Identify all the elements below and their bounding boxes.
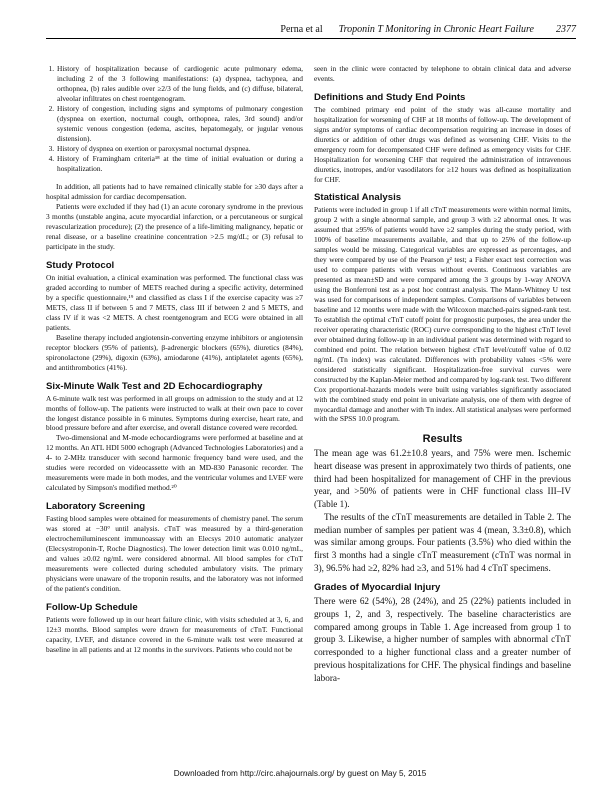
paragraph: On initial evaluation, a clinical examination was performed. The functional class was graded according to number of METS reached during a specific activity, determined by a specific questionnaire,¹⁹ and classified as class I if the exercise capacity was ≥7 METS, class II if between 5 and 7 METS, class III if between 2 and 5 METS, and class IV if it was <2 METS. A chest roentgenogram and ECG were obtained in all patients. (46, 273, 303, 332)
paragraph: The mean age was 61.2±10.8 years, and 75% were men. Ischemic heart disease was present in approximately two thirds of patients, one third had been hospitalized for management of CHF in the previous year, and >50% of patients were in CHF functional class III–IV (Table 1). (314, 448, 571, 510)
section-heading-follow-up: Follow-Up Schedule (46, 601, 138, 613)
section-heading-walk-test: Six-Minute Walk Test and 2D Echocardiography (46, 380, 263, 392)
paragraph: The combined primary end point of the study was all-cause mortality and hospitalization for worsening of CHF at 18 months of follow-up. The development of signs and/or symptoms of cardiac decompensation requiring an increase in doses of diuretics or addition of other drugs was defined as worsening CHF. Visits to the emergency room for decompensated CHF were defined as emergency visits for CHF. Hospitalization for worsening CHF that required the administration of intravenous diuretics, inotropes, and/or vasodilators for ≥12 hours was defined as hospitalization for CHF. (314, 104, 571, 184)
section-heading-grades: Grades of Myocardial Injury (314, 582, 441, 594)
paragraph: Patients were followed up in our heart failure clinic, with visits scheduled at 3, 6, and 12±3 months. Blood samples were drawn for measurements of cTnT. Functional capacity, LVEF, and distance covered in the 6-minute walk test were measured at baseline in all patients and at 12 months in the survivors. Patients who could not be (46, 614, 303, 654)
paragraph: A 6-minute walk test was performed in all groups on admission to the study and at 12 months of follow-up. The patients were instructed to walk at their own pace to cover the longest distance possible in 6 minutes. Symptoms during exercise, heart rate, and blood pressure before and after exercise, and overall distance covered were recorded. (46, 393, 303, 433)
paragraph: The results of the cTnT measurements are detailed in Table 2. The median number of samples per patient was 4 (mean, 3.3±0.8), which was similar among groups. Four patients (3.5%) who died within the first 3 months had a single cTnT measurement (cTnT was normal in 3), 96.5% had ≥2, 82% had ≥3, and 51% had 4 cTnT specimens. (314, 511, 571, 573)
criterion-item: 2. History of congestion, including signs and symptoms of pulmonary congestion (dyspnea on exertion, nocturnal cough, orthopnea, rales, 3rd sound) and/or systemic venous congestion (edema, ascites, hepatomegaly, or jugular venous distension). (56, 104, 303, 144)
criterion-item: 3. History of dyspnea on exertion or paroxysmal nocturnal dyspnea. (56, 144, 303, 154)
section-heading-definitions: Definitions and Study End Points (314, 91, 466, 103)
paragraph: Patients were excluded if they had (1) an acute coronary syndrome in the previous 3 months (unstable angina, acute myocardial infarction, or a percutaneous or surgical revascularization procedure); (2) the presence of a life-limiting malignancy, hepatic or renal disease, or a baseline creatinine concentration >2.5 mg/dL; or (3) refusal to participate in the study. (46, 202, 303, 252)
running-header (0, 22, 600, 38)
left-column (46, 64, 303, 654)
paragraph: There were 62 (54%), 28 (24%), and 25 (22%) patients included in groups 1, 2, and 3, respectively. The baseline characteristics are compared among groups in Table 1. Age increased from group 1 to group 3. Likewise, a higher number of samples with abnormal cTnT corresponded to a higher functional class and a greater number of previous hospitalizations for CHF. The physical findings and baseline labora- (314, 596, 571, 683)
running-title (280, 24, 534, 35)
download-footer: Downloaded from http://circ.ahajournals.org/ by guest on May 5, 2015 (173, 769, 427, 778)
paragraph: Fasting blood samples were obtained for measurements of chemistry panel. The serum was stored at −30° until analysis. cTnT was measured by a third-generation electrochemiluminescent immunoassay with an Elecsys 2010 automatic analyzer (Elecsystroponin-T, Roche Diagnostics). The lower detection limit was 0.010 ng/mL, and values ≥0.02 ng/mL were considered abnormal. All blood samples for cTnT measurements were collected during scheduled ambulatory visits. The primary physicians were unaware of the troponin results, and the laboratory was not informed of the patient's condition. (46, 514, 303, 593)
paragraph: Two-dimensional and M-mode echocardiograms were performed at baseline and at 12 months. An ATL HDI 5000 echograph (Advanced Technologies Laboratories) and a 4- to 2-MHz transducer with second harmonic frequency band were used, and the studies were recorded on videocassette with an MD-830 Panasonic recorder. The measurements were made in both modes, and the ventricular volumes and LVEF were calculated by Simpson's modified method.²⁰ (46, 433, 303, 493)
paragraph: Baseline therapy included angiotensin-converting enzyme inhibitors or angiotensin receptor blockers (95% of patients), β-adrenergic blockers (65%), diuretics (84%), spironolactone (29%), digoxin (63%), amiodarone (41%), antiplatelet agents (65%), and antithrombotics (41%). (46, 332, 303, 372)
inclusion-criteria-list (46, 64, 303, 173)
section-heading-results: Results (422, 433, 463, 446)
paragraph: seen in the clinic were contacted by telephone to obtain clinical data and adverse events. (314, 64, 571, 83)
criterion-item: 1. History of hospitalization because of cardiogenic acute pulmonary edema, including 2 of the 3 following manifestations: (a) dyspnea, tachypnea, and orthopnea, (b) rales audible over ≥2/3 of the lung fields, and (c) diffuse, bilateral, alveolar infiltrates on chest roentgenogram. (56, 64, 303, 104)
paragraph: Patients were included in group 1 if all cTnT measurements were within normal limits, group 2 with a single abnormal sample, and group 3 with ≥2 abnormal ones. It was assumed that ≥95% of patients would have ≥2 samples during the study period, with 100% of baseline measurements available, and that up to 25% of the follow-up samples would be missing. Categorical variables are expressed as percentages, and they were compared by use of the Pearson χ² test; a Fisher exact test correction was used to compare patients with versus without events. Continuous variables are presented as mean±SD and were compared among the 3 groups by 1-way ANOVA using the Bonferroni test as a post hoc contrast analysis. The Mann-Whitney U test was used for comparisons of independent samples. Comparisons of variables between baseline and 12 months were made with the Wilcoxon matched-pairs signed-rank test. To establish the optimal cTnT cutoff point for prognostic purposes, the area under the receiver operating characteristic (ROC) curve corresponding to the highest cTnT level ever obtained during follow-up in an individual patient was determined with regard to combined end point. The relation between highest cTnT level/cutoff value of 0.02 ng/mL (Tn index) was calculated. Differences with probability values <5% were considered statistically significant. Hospitalization-free survival curves were constructed by the Kaplan-Meier method and compared by log-rank test. Two different Cox proportional-hazards models were built using variables significantly associated with the combined study end point in univariate analysis, one of them with degree of myocardial damage and another with Tn index. All statistical analyses were performed with the SPSS 10.0 program. (314, 205, 571, 424)
page-number: 2377 (556, 24, 576, 35)
section-heading-statistical-analysis: Statistical Analysis (314, 192, 402, 204)
right-column (314, 64, 571, 684)
section-heading-study-protocol: Study Protocol (46, 260, 115, 272)
paragraph: In addition, all patients had to have remained clinically stable for ≥30 days after a hospital admission for cardiac decompensation. (46, 182, 303, 202)
criterion-item: 4. History of Framingham criteria¹⁸ at the time of initial evaluation or during a hospitalization. (56, 154, 303, 174)
section-heading-laboratory: Laboratory Screening (46, 501, 146, 513)
running-authors: Perna et al (280, 24, 323, 35)
running-article-title: Troponin T Monitoring in Chronic Heart Failure (338, 24, 534, 35)
header-rule (46, 38, 576, 39)
